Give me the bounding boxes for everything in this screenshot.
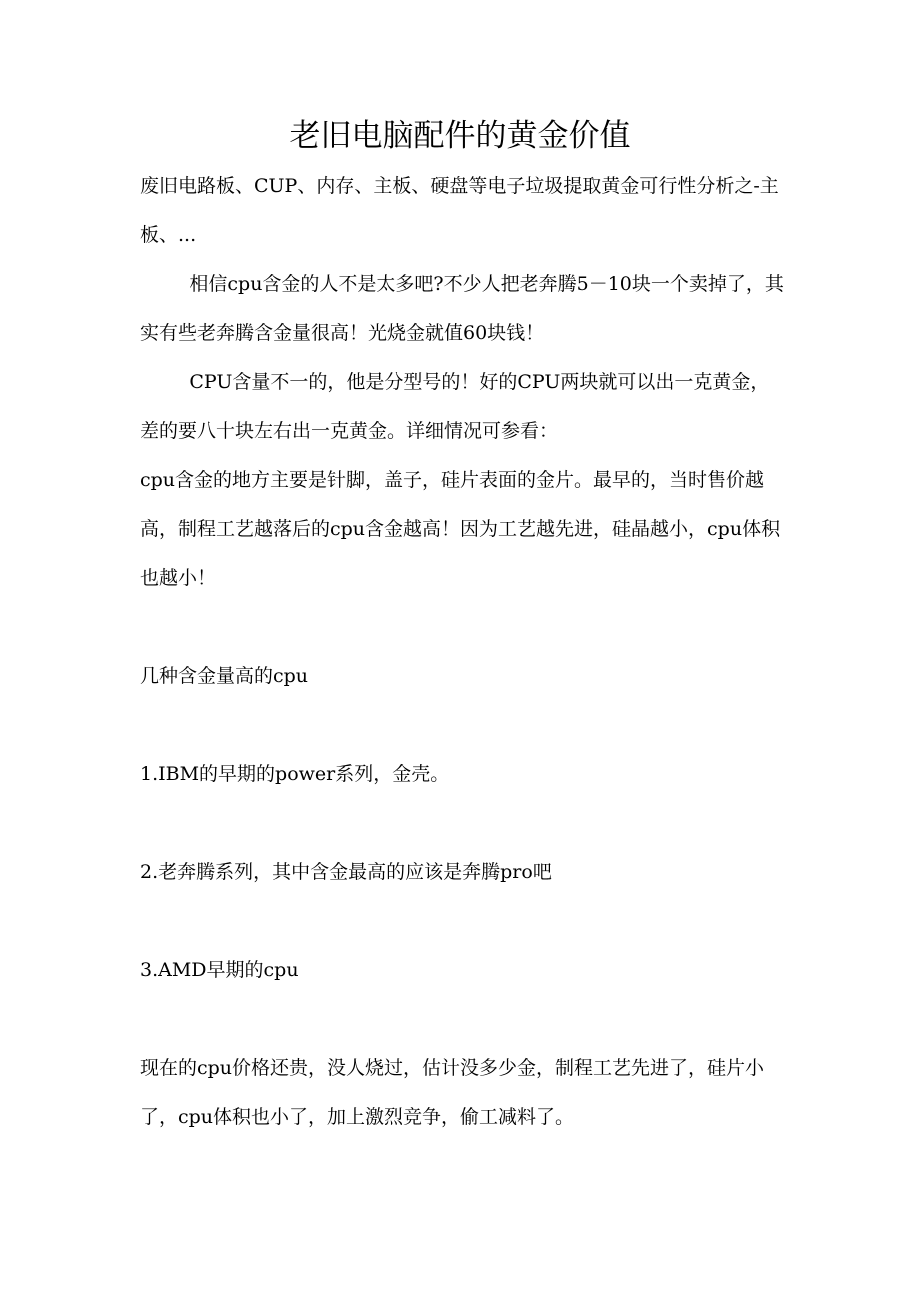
paragraph-3: cpu含金的地方主要是针脚，盖子，硅片表面的金片。最早的，当时售价越高，制程工艺越落后的cpu含金越高！因为工艺越先进，硅晶越小，cpu体积也越小！ bbox=[140, 469, 781, 589]
document-body bbox=[140, 162, 784, 1142]
list-item-3: 3.AMD早期的cpu bbox=[140, 959, 299, 981]
list-heading: 几种含金量高的cpu bbox=[140, 665, 309, 687]
list-item-1: 1.IBM的早期的power系列，金壳。 bbox=[140, 763, 450, 785]
paragraph-2: CPU含量不一的，他是分型号的！好的CPU两块就可以出一克黄金，差的要八十块左右出一克黄金。详细情况可参看： bbox=[140, 371, 770, 442]
document-title: 老旧电脑配件的黄金价值 bbox=[289, 118, 631, 154]
paragraph-4: 现在的cpu价格还贵，没人烧过，估计没多少金，制程工艺先进了，硅片小了，cpu体积也小了，加上激烈竞争，偷工减料了。 bbox=[140, 1057, 765, 1128]
subtitle-paragraph: 废旧电路板、CUP、内存、主板、硬盘等电子垃圾提取黄金可行性分析之-主板、... bbox=[140, 175, 779, 246]
list-item-2: 2.老奔腾系列，其中含金最高的应该是奔腾pro吧 bbox=[140, 861, 552, 883]
paragraph-1: 相信cpu含金的人不是太多吧?不少人把老奔腾5－10块一个卖掉了，其实有些老奔腾含金量很高！光烧金就值60块钱！ bbox=[140, 273, 784, 344]
